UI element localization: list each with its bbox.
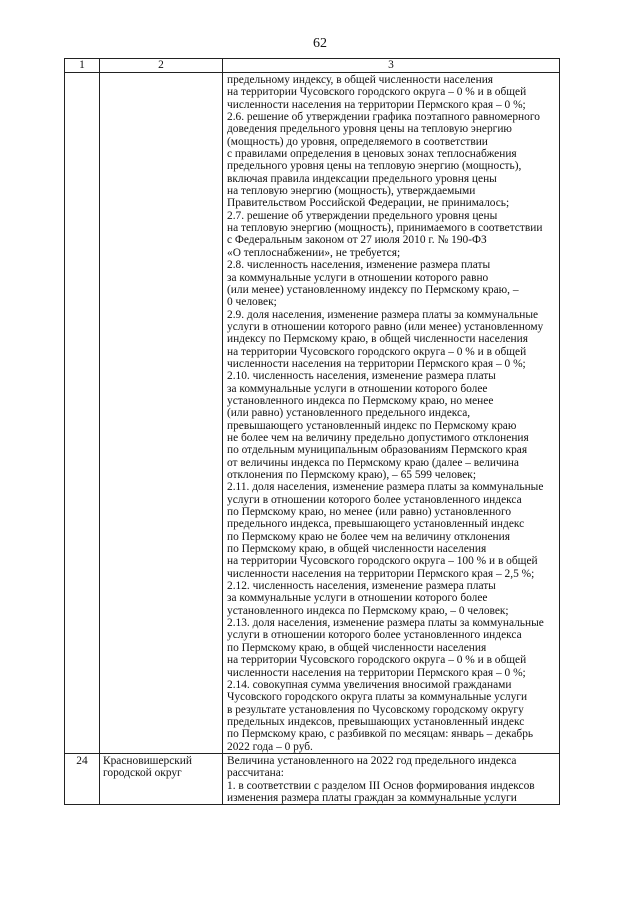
text-line: на тепловую энергию (мощность), принимаемого в соответствии <box>227 222 543 235</box>
text-line: за коммунальные услуги в отношении которого более <box>227 592 488 605</box>
text-line: доведения предельного уровня цены на тепловую энергию <box>227 123 512 136</box>
header-col-2: 2 <box>100 59 223 73</box>
text-line: по Пермскому краю, в общей численности населения <box>227 641 487 654</box>
text-line: (или менее) установленному индексу по Пермскому краю, – <box>227 283 519 296</box>
text-line: за коммунальные услуги в отношении которого более <box>227 382 488 395</box>
text-line: индексу по Пермскому краю, в общей численности населения <box>227 333 528 346</box>
text-line: включая правила индексации предельного уровня цены <box>227 172 497 185</box>
page-number: 62 <box>313 36 327 51</box>
text-line: 2.11. доля населения, изменение размера платы за коммунальные <box>227 481 544 494</box>
text-line: 2.10. численность населения, изменение размера платы <box>227 370 496 383</box>
text-line: Чусовского городского округа платы за коммунальные услуги <box>227 691 528 704</box>
text-line: на территории Чусовского городского округа – 0 % и в общей <box>227 86 527 99</box>
text-line: по Пермскому краю не более чем на величину отклонения <box>227 530 510 543</box>
text-line: 1. в соответствии с разделом III Основ формирования индексов <box>227 779 535 792</box>
text-line: с Федеральным законом от 27 июля 2010 г. № 190-ФЗ <box>227 234 487 247</box>
text-line: на тепловую энергию (мощность), утверждаемыми <box>227 185 476 198</box>
text-line: на территории Чусовского городского округа – 100 % и в общей <box>227 555 538 568</box>
text-line: превышающего установленный индекс по Пермскому краю <box>227 419 517 432</box>
text-line: Величина установленного на 2022 год предельного индекса <box>227 754 517 767</box>
text-line: установленного индекса по Пермскому краю, но менее <box>227 394 494 407</box>
text-line: по Пермскому краю, в общей численности населения <box>227 543 487 556</box>
text-line: в результате установления по Чусовскому городскому округу <box>227 703 524 716</box>
text-line: рассчитана: <box>227 767 284 780</box>
table-header-row <box>65 59 560 73</box>
text-line: по Пермскому краю, но менее (или равно) установленного <box>227 506 512 519</box>
municipality-name <box>100 753 223 804</box>
text-line: 2.6. решение об утверждении графика поэтапного равномерного <box>227 111 540 124</box>
row-number: 24 <box>65 753 100 804</box>
text-line: 2.14. совокупная сумма увеличения вносимой гражданами <box>227 678 512 691</box>
row-description <box>223 73 560 754</box>
text-line: предельных индексов, превышающих установленный индекс <box>227 715 525 728</box>
text-line: (или равно) установленного предельного индекса, <box>227 407 471 420</box>
text-line: численности населения на территории Пермского края – 0 %; <box>227 357 526 370</box>
text-line: с правилами определения в ценовых зонах теплоснабжения <box>227 148 517 161</box>
text-line: за коммунальные услуги в отношении которого равно <box>227 271 489 284</box>
text-line: 2.9. доля населения, изменение размера платы за коммунальные <box>227 308 539 321</box>
text-line: 2.13. доля населения, изменение размера платы за коммунальные <box>227 617 544 630</box>
text-line: на территории Чусовского городского округа – 0 % и в общей <box>227 654 527 667</box>
text-line: 2.7. решение об утверждении предельного уровня цены <box>227 209 498 222</box>
text-line: численности населения на территории Пермского края – 0 %; <box>227 98 526 111</box>
text-line: на территории Чусовского городского округа – 0 % и в общей <box>227 345 527 358</box>
text-line: по Пермскому краю, с разбивкой по месяцам: январь – декабрь <box>227 728 534 741</box>
text-line: 2.8. численность населения, изменение размера платы <box>227 259 491 272</box>
text-line: предельного уровня цены на тепловую энергию (мощность), <box>227 160 522 173</box>
municipality-name-line: Красновишерский <box>103 754 192 767</box>
text-line: (мощность) до уровня, определяемого в соответствии <box>227 135 488 148</box>
text-line: установленного индекса по Пермскому краю, – 0 человек; <box>227 604 509 617</box>
header-col-3: 3 <box>223 59 560 73</box>
text-line: предельного индекса, превышающего установленный индекс <box>227 518 525 531</box>
text-line: отклонения по Пермскому краю), – 65 599 человек; <box>227 469 476 481</box>
municipality-name-line: городской округ <box>103 767 182 780</box>
text-line: не более чем на величину предельно допустимого отклонения <box>227 431 529 444</box>
text-line: Правительством Российской Федерации, не принималось; <box>227 197 510 210</box>
text-line: услуги в отношении которого более установленного индекса <box>227 629 522 642</box>
row-description <box>223 753 560 804</box>
text-line: изменения размера платы граждан за коммунальные услуги <box>227 791 517 804</box>
text-line: услуги в отношении которого более установленного индекса <box>227 493 522 506</box>
document-table <box>64 58 560 805</box>
municipality-name <box>100 73 223 754</box>
text-line: 2022 года – 0 руб. <box>227 740 313 753</box>
text-line: численности населения на территории Пермского края – 0 %; <box>227 666 526 679</box>
text-line: предельному индексу, в общей численности населения <box>227 74 494 86</box>
text-line: 2.12. численность населения, изменение размера платы <box>227 580 496 593</box>
text-line: по отдельным муниципальным образованиям Пермского края <box>227 444 528 457</box>
text-line: услуги в отношении которого равно (или менее) установленному <box>227 320 544 333</box>
header-col-1: 1 <box>65 59 100 73</box>
table-row <box>65 73 560 754</box>
text-line: «О теплоснабжении», не требуется; <box>227 246 401 259</box>
text-line: численности населения на территории Пермского края – 2,5 %; <box>227 567 535 580</box>
table-row <box>65 753 560 804</box>
text-line: 0 человек; <box>227 296 277 309</box>
text-line: от величины индекса по Пермскому краю (далее – величина <box>227 456 519 469</box>
row-number <box>65 73 100 754</box>
